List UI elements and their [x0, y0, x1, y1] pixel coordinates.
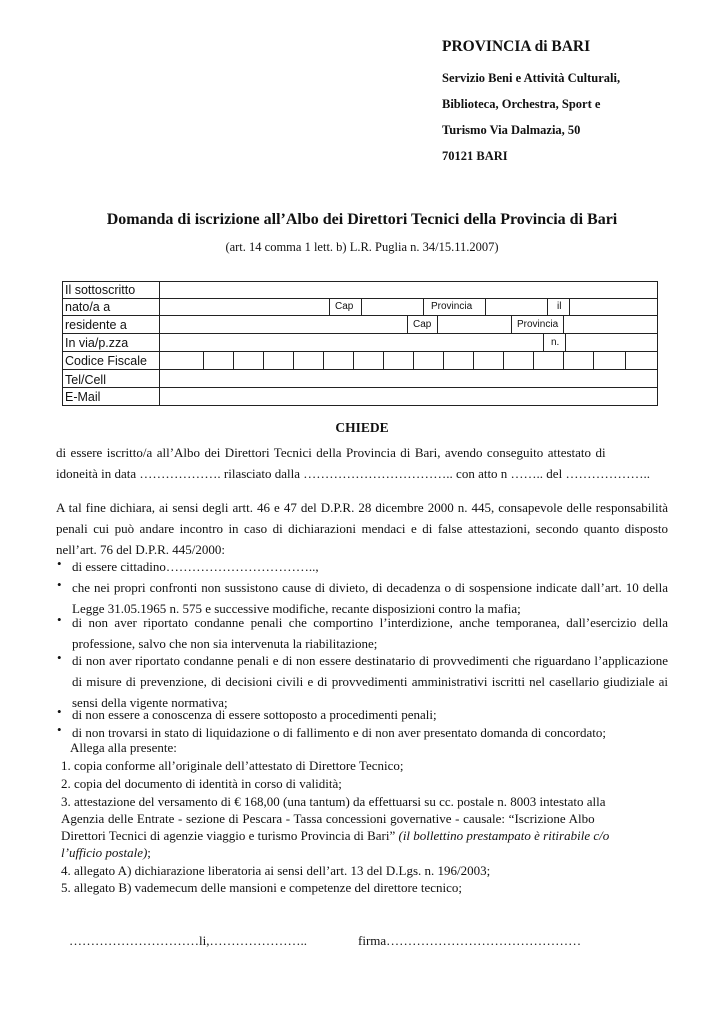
allega-heading: Allega alla presente:: [70, 740, 177, 755]
form-row-residente: [63, 316, 657, 334]
attachment-text: Direttori Tecnici di agenzie viaggio e turismo Provincia di Bari”: [61, 828, 396, 843]
attachment-item-cont: [61, 845, 151, 861]
form-row-tel: [63, 370, 657, 388]
label-via-n: n.: [551, 337, 560, 348]
header-line: 70121 BARI: [442, 149, 508, 163]
form-row-nato: [63, 299, 657, 316]
header-line: Servizio Beni e Attività Culturali,: [442, 71, 621, 85]
bullet-icon: •: [57, 704, 62, 719]
header-line: Turismo Via Dalmazia, 50: [442, 123, 581, 137]
form-row-email: [63, 388, 657, 405]
bullet-item: di essere cittadino……………………………..,: [72, 559, 319, 574]
bullet-item: di non trovarsi in stato di liquidazione o di fallimento e di non aver presentato domanda di concordato;: [72, 725, 606, 740]
attachment-text: ;: [147, 845, 151, 860]
attachment-item: 1. copia conforme all’originale dell’attestato di Direttore Tecnico;: [61, 758, 404, 773]
bullet-icon: •: [57, 650, 62, 665]
label-tel: Tel/Cell: [65, 373, 106, 387]
attachment-note-italic: l’ufficio postale): [61, 845, 148, 860]
bullet-item: che nei propri confronti non sussistono cause di divieto, di decadenza o di sospensione indicate dall’art. 10 della Legge 31.05.1965 n. 575 e successive modifiche, recante disposizioni contro la mafia;: [72, 580, 668, 616]
attachment-item: 3. attestazione del versamento di € 168,00 (una tantum) da effettuarsi su cc. postale n. 8003 intestato alla: [61, 794, 606, 809]
applicant-form: [62, 281, 658, 406]
bullet-item: di non essere a conoscenza di essere sottoposto a procedimenti penali;: [72, 707, 437, 722]
label-residente-cap: Cap: [413, 319, 432, 330]
form-row-sottoscritto: [63, 282, 657, 299]
label-residente-provincia: Provincia: [517, 319, 559, 330]
intro-line-1: di essere iscritto/a all’Albo dei Direttori Tecnici della Provincia di Bari, avendo conseguito attestato di: [56, 445, 606, 460]
label-sottoscritto: Il sottoscritto: [65, 283, 136, 297]
attachment-item: 4. allegato A) dichiarazione liberatoria ai sensi dell’art. 13 del D.Lgs. n. 196/2003;: [61, 863, 491, 878]
intro-line-2: idoneità in data ………………. rilasciato dalla …………………………….. con atto n …….. del ………………..: [56, 466, 650, 481]
attachment-note-italic: (il bollettino prestampato è ritirabile c/o: [398, 828, 610, 843]
form-row-codice-fiscale: [63, 352, 657, 370]
label-email: E-Mail: [65, 390, 101, 404]
attachment-item-cont: Agenzia delle Entrate - sezione di Pescara - Tassa concessioni governative - causale: “Iscrizione Albo: [61, 811, 595, 826]
attachment-item: 5. allegato B) vademecum delle mansioni e competenze del direttore tecnico;: [61, 880, 463, 895]
bullet-item: di non aver riportato condanne penali e di non essere destinatario di provvedimenti che riguardano l’applicazione di misure di prevenzione, di decisioni civili e di provvedimenti amministrativi iscritti nel casellario giudiziale ai sensi della vigente normativa;: [72, 653, 668, 710]
bullet-item: di non aver riportato condanne penali che comportino l’interdizione, anche temporanea, dall’esercizio della professione, salvo che non sia intervenuta la riabilitazione;: [72, 615, 668, 651]
bullet-icon: •: [57, 577, 62, 592]
form-row-via: [63, 334, 657, 352]
document-title: Domanda di iscrizione all’Albo dei Direttori Tecnici della Provincia di Bari: [106, 211, 618, 228]
place-date-field[interactable]: …………………………li,…………………..: [69, 933, 307, 948]
label-nato-il: il: [557, 301, 562, 312]
label-nato-provincia: Provincia: [431, 301, 473, 312]
signature-field[interactable]: firma………………………………………: [358, 933, 582, 948]
label-nato: nato/a a: [65, 300, 111, 314]
chiede-heading: CHIEDE: [335, 420, 389, 435]
attachment-item: 2. copia del documento di identità in corso di validità;: [61, 776, 342, 791]
bullet-icon: •: [57, 612, 62, 627]
label-residente: residente a: [65, 318, 127, 332]
label-codice-fiscale: Codice Fiscale: [65, 354, 147, 368]
header-line: Biblioteca, Orchestra, Sport e: [442, 97, 601, 111]
bullet-icon: •: [57, 556, 62, 571]
document-subtitle: (art. 14 comma 1 lett. b) L.R. Puglia n. 34/15.11.2007): [225, 240, 499, 254]
label-via: In via/p.zza: [65, 336, 129, 350]
label-nato-cap: Cap: [335, 301, 354, 312]
header-title: PROVINCIA di BARI: [442, 38, 591, 55]
bullet-icon: •: [57, 722, 62, 737]
attachment-item-cont: [61, 828, 609, 844]
declaration-paragraph: A tal fine dichiara, ai sensi degli artt. 46 e 47 del D.P.R. 28 dicembre 2000 n. 445, consapevole delle responsabilità penali cui può andare incontro in caso di dichiarazioni mendaci e di false attestazioni, secondo quanto disposto nell’art. 76 del D.P.R. 445/2000:: [56, 500, 668, 557]
